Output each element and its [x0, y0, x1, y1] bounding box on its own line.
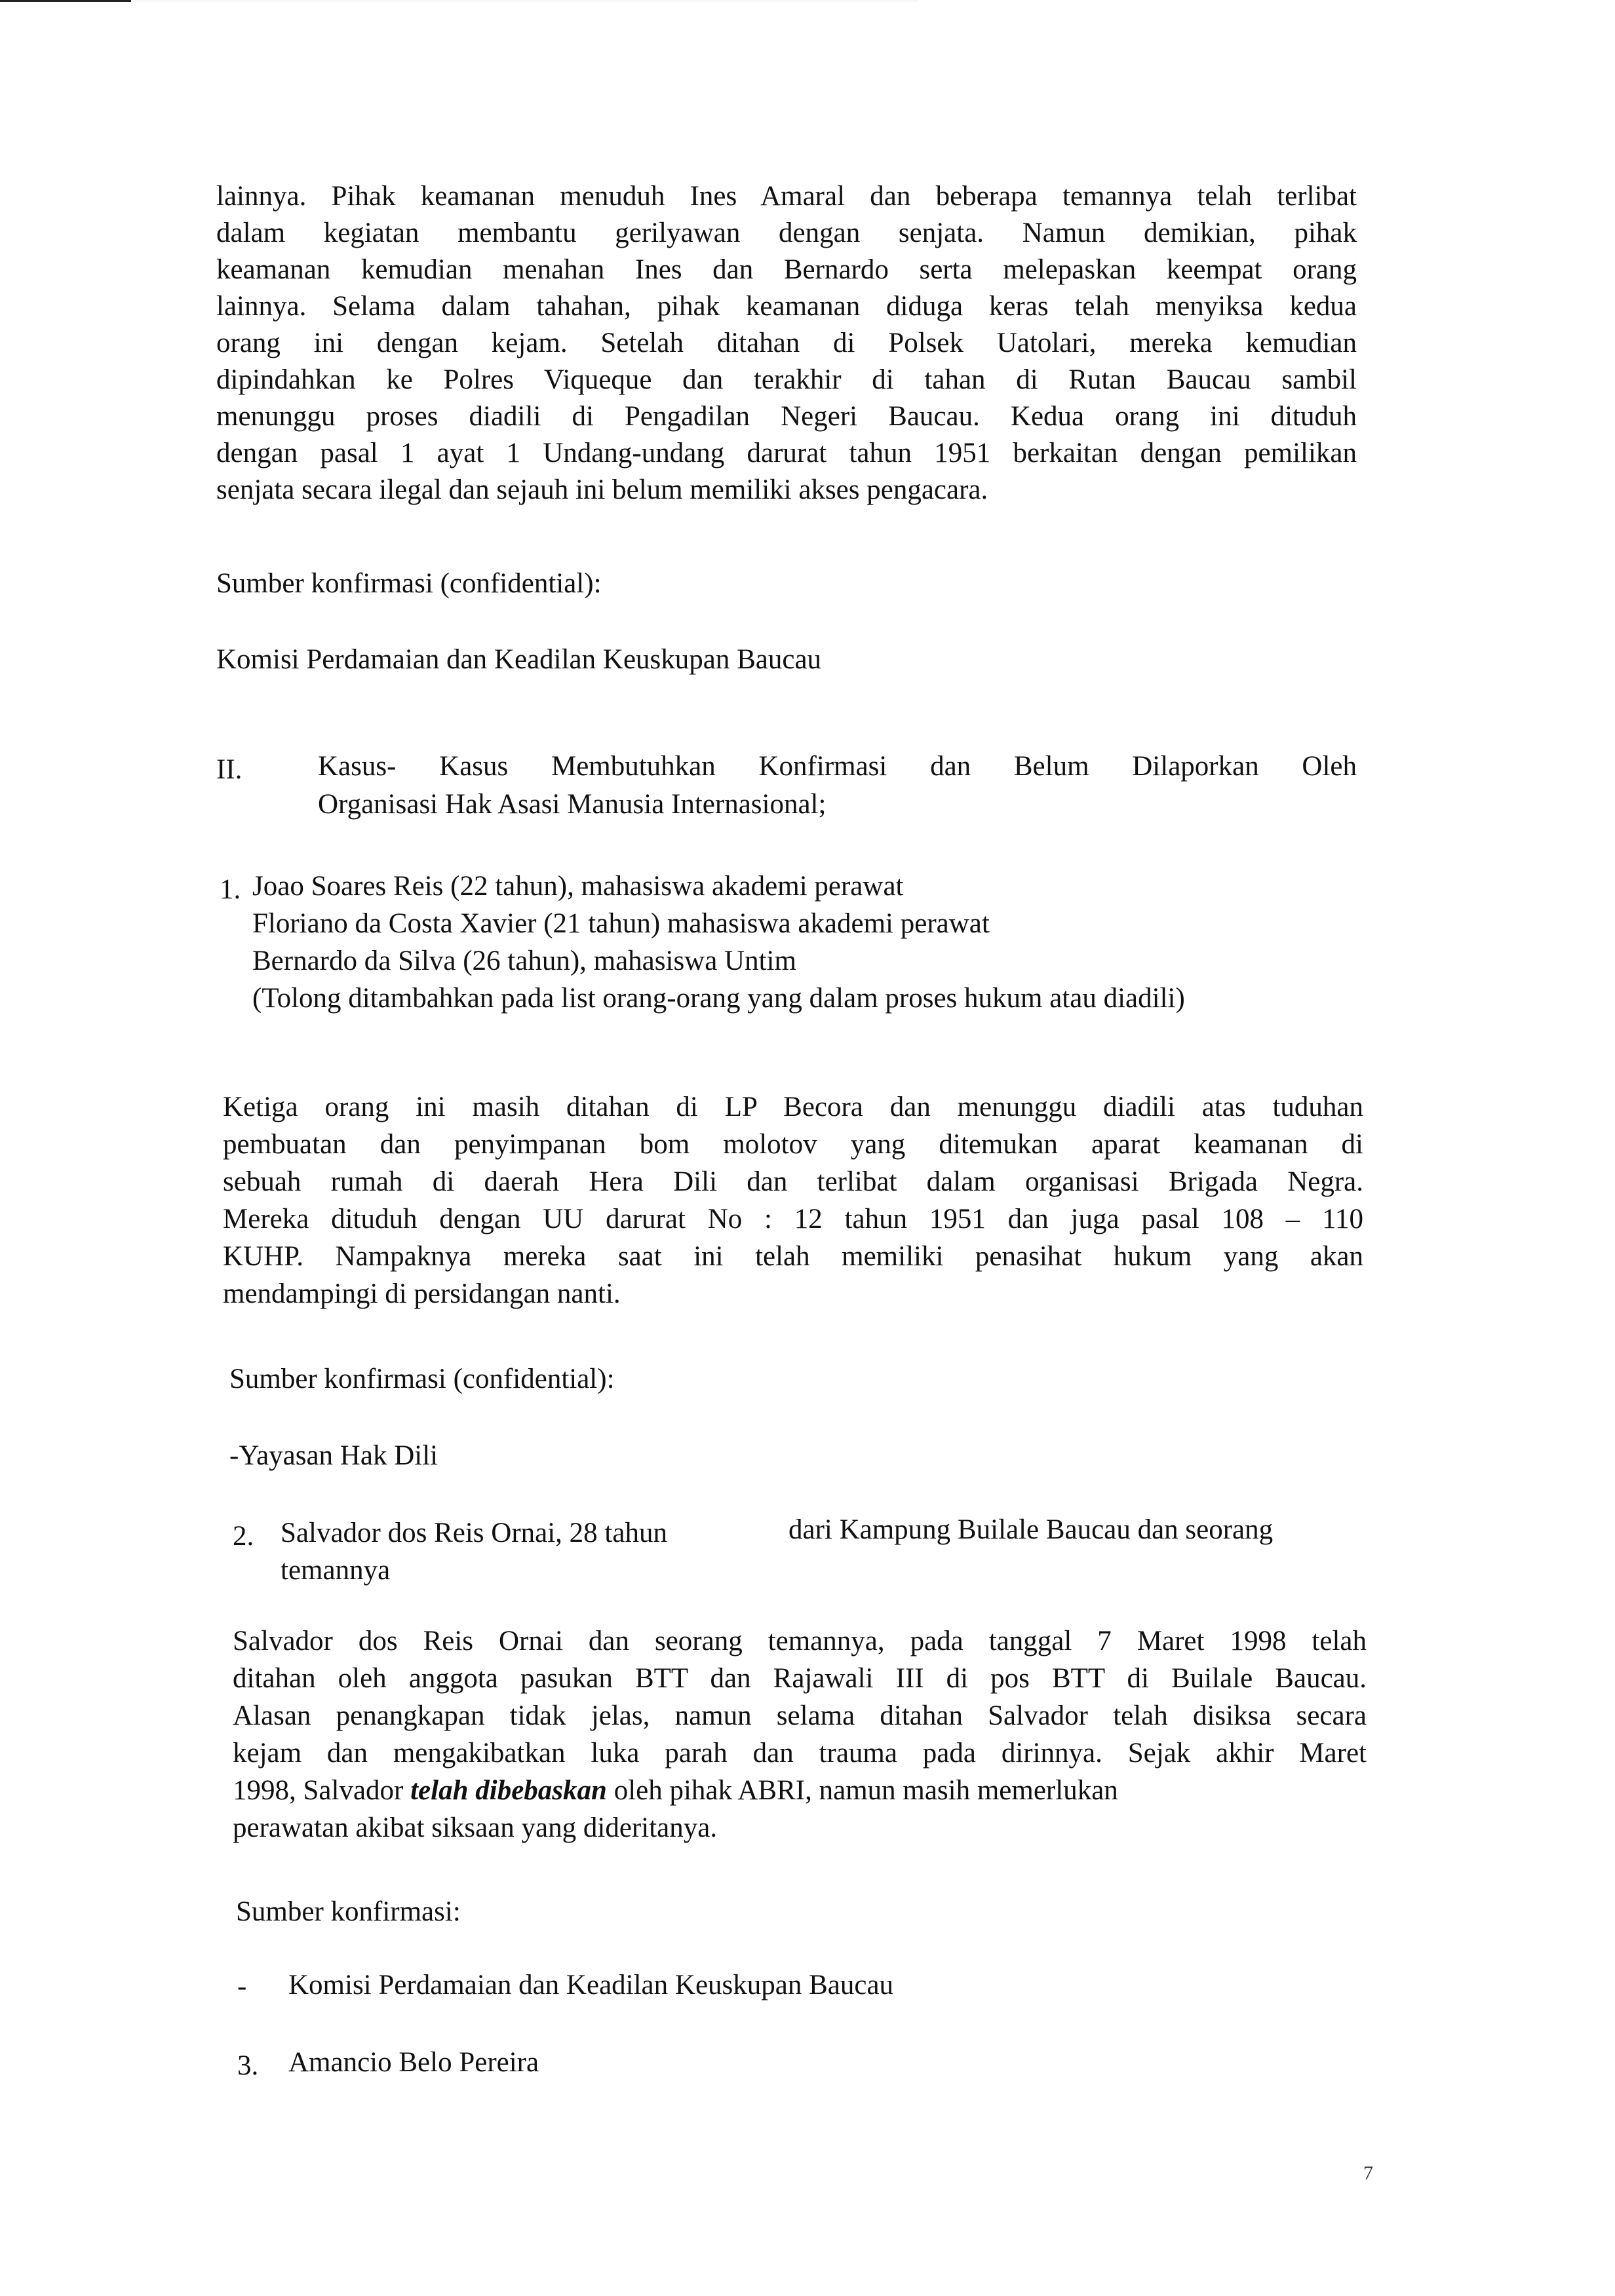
text-line: sebuah rumah di daerah Hera Dili dan terlibat dalam organisasi Brigada Negra. [223, 1166, 1363, 1197]
list-item-line: Joao Soares Reis (22 tahun), mahasiswa akademi perawat [252, 871, 904, 902]
list-item-line: dari Kampung Builale Baucau dan seorang [788, 1514, 1274, 1545]
scan-edge-rule [0, 0, 131, 2]
text-line: mendampingi di persidangan nanti. [223, 1278, 621, 1309]
paragraph-ines-amaral [216, 178, 1357, 508]
text-line: lainnya. Pihak keamanan menuduh Ines Amaral dan beberapa temannya telah terlibat [216, 181, 1357, 212]
source-label: Sumber konfirmasi: [236, 1896, 461, 1927]
source-label: Sumber konfirmasi (confidential): [216, 568, 602, 599]
text-line: lainnya. Selama dalam tahahan, pihak keamanan diduga keras telah menyiksa kedua [216, 291, 1357, 322]
source-label: Sumber konfirmasi (confidential): [229, 1364, 615, 1394]
list-item-line: (Tolong ditambahkan pada list orang-orang yang dalam proses hukum atau diadili) [252, 983, 1185, 1014]
text-line: dengan pasal 1 ayat 1 Undang-undang darurat tahun 1951 berkaitan dengan pemilikan [216, 438, 1357, 469]
text-line: pembuatan dan penyimpanan bom molotov yang ditemukan aparat keamanan di [223, 1129, 1363, 1160]
list-item-line: Bernardo da Silva (26 tahun), mahasiswa Untim [252, 946, 796, 976]
text-line: Ketiga orang ini masih ditahan di LP Becora dan menunggu diadili atas tuduhan [223, 1092, 1363, 1122]
text-line-with-emphasis [233, 1774, 1367, 1807]
section-number: II. [216, 754, 243, 785]
text-line: perawatan akibat siksaan yang dideritanya. [233, 1812, 718, 1843]
text-line: Salvador dos Reis Ornai dan seorang temannya, pada tanggal 7 Maret 1998 telah [233, 1626, 1367, 1656]
source-value: -Yayasan Hak Dili [229, 1440, 438, 1471]
section-heading-line: Organisasi Hak Asasi Manusia Internasional; [318, 789, 827, 820]
list-item-line: Salvador dos Reis Ornai, 28 tahun [281, 1518, 667, 1548]
list-item-line: temannya [281, 1555, 391, 1586]
text-span: 1998, Salvador [233, 1775, 411, 1806]
text-line: ditahan oleh anggota pasukan BTT dan Rajawali III di pos BTT di Builale Baucau. [233, 1663, 1367, 1694]
text-line: Alasan penangkapan tidak jelas, namun selama ditahan Salvador telah disiksa secara [233, 1700, 1367, 1731]
text-span: oleh pihak ABRI, namun masih memerlukan [606, 1775, 1118, 1806]
page-number: 7 [1363, 2162, 1373, 2184]
text-line: orang ini dengan kejam. Setelah ditahan di Polsek Uatolari, mereka kemudian [216, 328, 1357, 358]
list-number: 1. [220, 874, 241, 905]
list-number: 2. [233, 1521, 254, 1552]
text-line: kejam dan mengakibatkan luka parah dan trauma pada dirinnya. Sejak akhir Maret [233, 1738, 1367, 1769]
list-item-line: Amancio Belo Pereira [288, 2047, 539, 2078]
text-line: keamanan kemudian menahan Ines dan Bernardo serta melepaskan keempat orang [216, 254, 1357, 285]
text-line: senjata secara ilegal dan sejauh ini belum memiliki akses pengacara. [216, 474, 988, 505]
list-dash: - [237, 1971, 247, 2002]
source-value: Komisi Perdamaian dan Keadilan Keuskupan Baucau [216, 644, 822, 675]
emphasis-text: telah dibebaskan [410, 1775, 607, 1806]
text-line: dipindahkan ke Polres Viqueque dan terakhir di tahan di Rutan Baucau sambil [216, 364, 1357, 395]
text-line: menunggu proses diadili di Pengadilan Negeri Baucau. Kedua orang ini dituduh [216, 401, 1357, 432]
section-heading-line: Kasus- Kasus Membutuhkan Konfirmasi dan Belum Dilaporkan Oleh [318, 751, 1357, 782]
text-line: dalam kegiatan membantu gerilyawan dengan senjata. Namun demikian, pihak [216, 218, 1357, 248]
source-value: Komisi Perdamaian dan Keadilan Keuskupan Baucau [288, 1970, 894, 2000]
text-line: KUHP. Nampaknya mereka saat ini telah memiliki penasihat hukum yang akan [223, 1241, 1363, 1272]
text-line: Mereka dituduh dengan UU darurat No : 12 tahun 1951 dan juga pasal 108 – 110 [223, 1204, 1363, 1234]
list-item-line: Floriano da Costa Xavier (21 tahun) mahasiswa akademi perawat [252, 908, 990, 939]
list-number: 3. [237, 2050, 259, 2081]
